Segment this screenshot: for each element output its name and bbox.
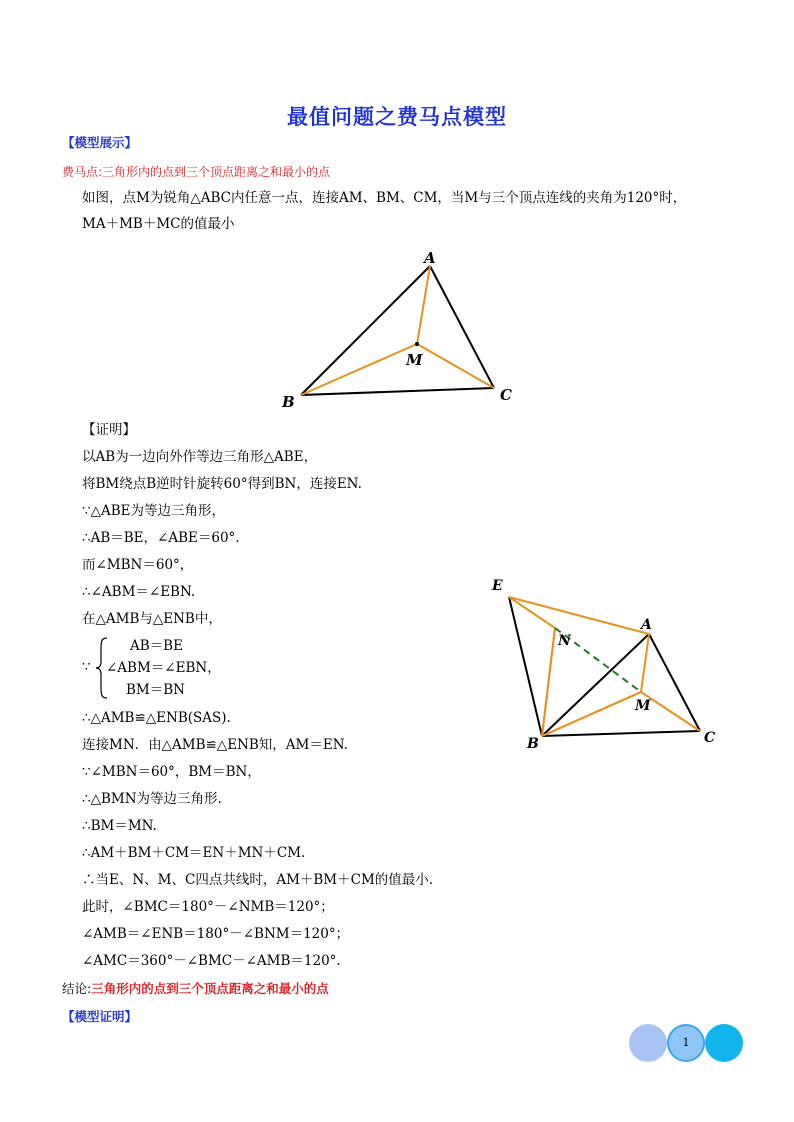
segments-to-m	[301, 266, 494, 395]
proof-label: 【证明】	[82, 422, 136, 438]
intro-line-1: 如图，点M为锐角△ABC内任意一点，连接AM、BM、CM，当M与三个顶点连线的夹角为120°时，	[82, 190, 687, 206]
label-c: C	[704, 730, 716, 746]
outer-quadrilateral	[509, 597, 700, 736]
fermat-definition: 费马点:三角形内的点到三个顶点距离之和最小的点	[62, 165, 331, 179]
figure-fermat-construction	[485, 570, 725, 755]
system-line-3: BM＝BN	[126, 682, 185, 698]
label-b: B	[282, 393, 295, 411]
system-line-2: ∠ABM＝∠EBN，	[106, 660, 221, 676]
label-n: N	[558, 633, 571, 649]
figure-triangle-abc	[270, 240, 530, 415]
label-m: M	[635, 698, 651, 714]
triangle-abc-outline	[301, 266, 494, 395]
proof-line: ∠AMB＝∠ENB＝180°－∠BNM＝120°；	[82, 926, 350, 942]
proof-line: 在△AMB与△ENB中，	[82, 611, 222, 627]
page-circle-right	[705, 1024, 743, 1062]
conclusion	[62, 978, 329, 997]
page-title: 最值问题之费马点模型	[287, 105, 507, 129]
proof-line: ∴当E、N、M、C四点共线时，AM＋BM＋CM的值最小.	[82, 872, 434, 888]
section-model-proof: 【模型证明】	[62, 1009, 138, 1024]
proof-line: 连接MN．由△AMB≌△ENB知，AM＝EN.	[82, 737, 348, 753]
point-m	[415, 342, 419, 346]
conclusion-text: 三角形内的点到三个顶点距离之和最小的点	[91, 981, 329, 996]
proof-line: ∴△BMN为等边三角形.	[82, 791, 222, 807]
proof-line: ∴△AMB≌△ENB(SAS).	[82, 710, 231, 726]
label-a: A	[424, 249, 436, 267]
label-m: M	[406, 351, 423, 369]
proof-line: ∴BM＝MN.	[82, 818, 157, 834]
label-e: E	[492, 578, 503, 594]
page-circle-left	[629, 1024, 667, 1062]
label-b: B	[527, 736, 539, 752]
label-c: C	[500, 386, 512, 404]
proof-line: ∴∠ABM＝∠EBN.	[82, 584, 196, 600]
system-prefix: ∵	[82, 659, 91, 675]
proof-line: 以AB为一边向外作等边三角形△ABE，	[82, 449, 318, 465]
proof-line: ∴AM＋BM＋CM＝EN＋MN＋CM.	[82, 845, 306, 861]
proof-line: 将BM绕点B逆时针旋转60°得到BN，连接EN.	[82, 476, 362, 492]
proof-line: ∵△ABE为等边三角形，	[82, 503, 225, 519]
proof-line: 此时，∠BMC＝180°－∠NMB＝120°；	[82, 899, 334, 915]
system-line-1: AB＝BE	[130, 638, 183, 654]
intro-line-2: MA＋MB＋MC的值最小	[82, 216, 235, 232]
proof-line: ∠AMC＝360°－∠BMC－∠AMB＝120°.	[82, 953, 341, 969]
label-a: A	[641, 617, 652, 633]
proof-line: ∵∠MBN＝60°，BM＝BN，	[82, 764, 261, 780]
page-number: 1	[682, 1036, 690, 1049]
proof-line: ∴AB＝BE，∠ABE＝60°.	[82, 530, 240, 546]
proof-line: 而∠MBN＝60°，	[82, 557, 194, 573]
conclusion-label: 结论:	[62, 981, 92, 996]
section-model-display: 【模型展示】	[62, 135, 138, 150]
